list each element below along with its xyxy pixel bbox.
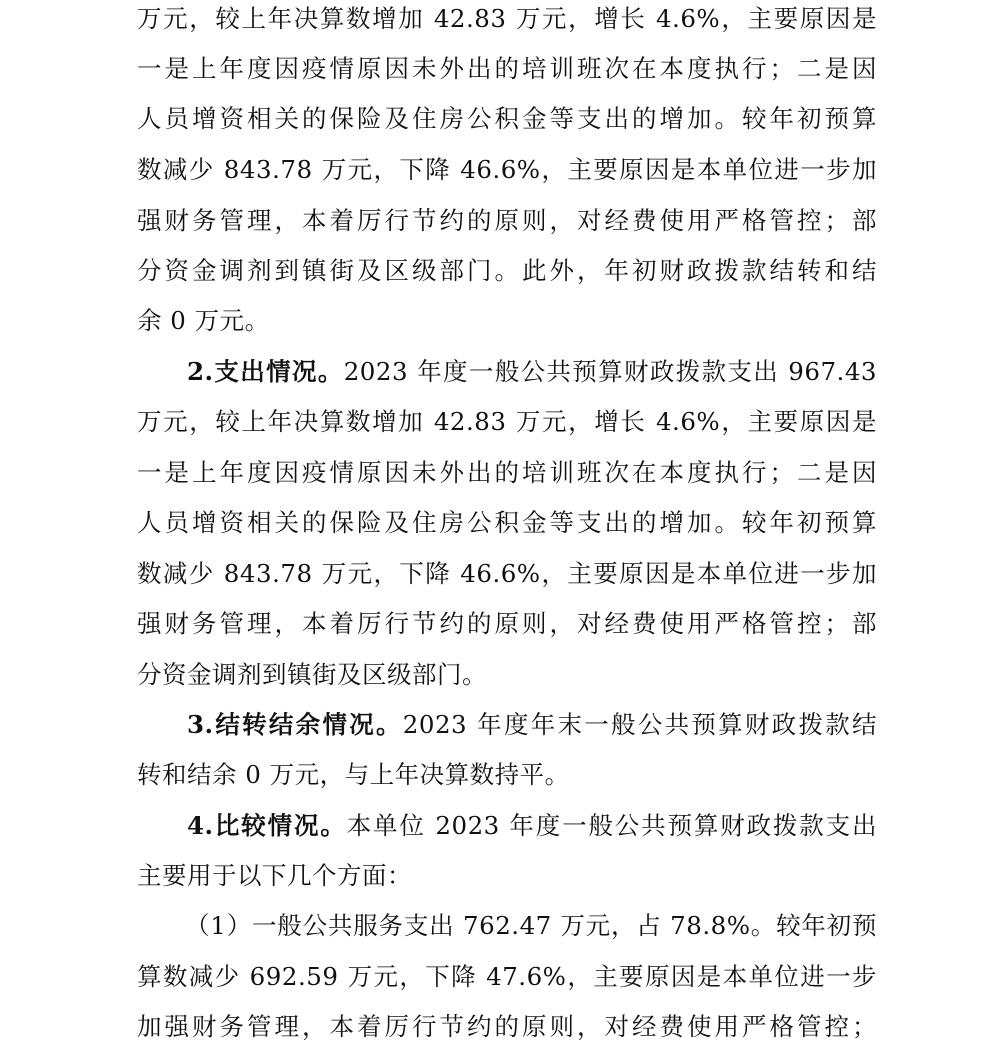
p1-line-2: 一是上年度因疫情原因未外出的培训班次在本度执行；二是因 (137, 54, 877, 83)
p5-line-3: 加强财务管理，本着厉行节约的原则，对经费使用严格管控； (137, 1012, 877, 1041)
p2-line-4: 人员增资相关的保险及住房公积金等支出的增加。较年初预算 (137, 508, 877, 537)
p1-line-7: 余 0 万元。 (137, 306, 270, 335)
p2-line-7: 分资金调剂到镇街及区级部门。 (137, 660, 487, 689)
p2-heading: 2.支出情况。 (187, 357, 344, 386)
p2-line-5: 数减少 843.78 万元，下降 46.6%，主要原因是本单位进一步加 (137, 559, 877, 588)
p1-line-4: 数减少 843.78 万元，下降 46.6%，主要原因是本单位进一步加 (137, 155, 877, 184)
p2-first-line-text: 2023 年度一般公共预算财政拨款支出 967.43 (343, 357, 878, 386)
p1-line-3: 人员增资相关的保险及住房公积金等支出的增加。较年初预算 (137, 104, 877, 133)
p1-line-5: 强财务管理，本着厉行节约的原则，对经费使用严格管控；部 (137, 206, 877, 235)
p3-heading: 3.结转结余情况。 (187, 710, 403, 739)
p4-first-line (187, 801, 877, 851)
p3-line-2: 转和结余 0 万元，与上年决算数持平。 (137, 760, 570, 789)
p1-line-1: 万元，较上年决算数增加 42.83 万元，增长 4.6%，主要原因是 (137, 4, 877, 33)
p5-line-2: 算数减少 692.59 万元，下降 47.6%，主要原因是本单位进一步 (137, 962, 877, 991)
p3-first-line (187, 700, 877, 750)
p5-first-line: （1）一般公共服务支出 762.47 万元，占 78.8%。较年初预 (185, 911, 877, 940)
p1-line-6: 分资金调剂到镇街及区级部门。此外，年初财政拨款结转和结 (137, 256, 877, 285)
p4-line-2: 主要用于以下几个方面： (137, 861, 412, 890)
p3-first-line-text: 2023 年度年末一般公共预算财政拨款结 (402, 710, 877, 739)
p2-line-3: 一是上年度因疫情原因未外出的培训班次在本度执行；二是因 (137, 458, 877, 487)
p4-first-line-text: 本单位 2023 年度一般公共预算财政拨款支出 (346, 811, 877, 840)
p4-heading: 4.比较情况。 (187, 811, 347, 840)
p2-line-2: 万元，较上年决算数增加 42.83 万元，增长 4.6%，主要原因是 (137, 407, 877, 436)
p2-first-line (187, 347, 877, 397)
p2-line-6: 强财务管理，本着厉行节约的原则，对经费使用严格管控；部 (137, 609, 877, 638)
